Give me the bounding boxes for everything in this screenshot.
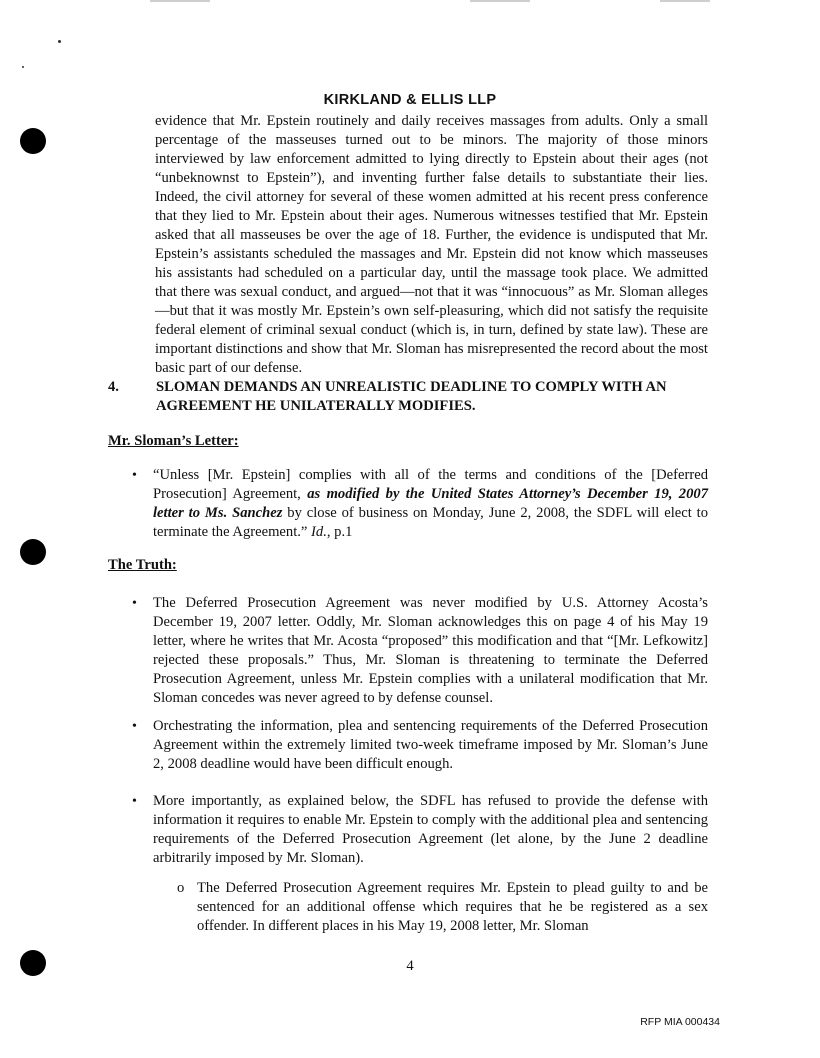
bullet-marker: • [132,596,137,611]
bullet-marker: • [132,719,137,734]
scan-speck [58,40,61,43]
letterhead: KIRKLAND & ELLIS LLP [323,92,497,108]
bullet-text: More importantly, as explained below, the SDFL has refused to provide the defense with information it requires to enable Mr. Epstein to comply with the additional plea and sentencing requirements of the Deferred Prosecution Agreement (let alone, by the June 2 deadline arbitrarily imposed by Mr. Sloman). [153,793,708,866]
bullet-text: Orchestrating the information, plea and sentencing requirements of the Deferred Prosecution Agreement within the extremely limited two-week timeframe imposed by Mr. Sloman’s June 2, 2008 deadline would have been difficult enough. [153,718,708,772]
punch-hole-top [20,128,46,154]
bullet-text [153,466,708,542]
body-paragraph: evidence that Mr. Epstein routinely and daily receives massages from adults. Only a small percentage of the masseuses turned out to be minors. The majority of those minors interviewed by law enforcement admitted to lying directly to Epstein about their ages (not “unbeknownst to Epstein”), and inventing further false details to substantiate their lies. Indeed, the civil attorney for several of these women admitted at his recent press conference that they lied to Mr. Epstein about their ages. Numerous witnesses testified that Mr. Epstein asked that all masseuses be over the age of 18. Further, the evidence is undisputed that Mr. Epstein’s assistants scheduled the massages and Mr. Epstein did not know which masseuses his assistants had scheduled on a particular day, until the massage took place. We admitted that there was sexual conduct, and argued—not that it was “innocuous” as Mr. Sloman alleges—but that it was mostly Mr. Epstein’s own self-pleasuring, which did not satisfy the requisite federal element of criminal sexual conduct (which is, in turn, defined by state law). These are important distinctions and show that Mr. Sloman has misrepresented the record about the most basic part of our defense. [155,113,708,376]
sub-bullet-text: The Deferred Prosecution Agreement requires Mr. Epstein to plead guilty to and be sentenced for an additional offense which requires that he be registered as a sex offender. In different places in his May 19, 2008 letter, Mr. Sloman [197,880,708,934]
subheading-slomans-letter: Mr. Sloman’s Letter: [108,433,239,449]
scan-edge-mark [470,0,530,2]
bullet-marker: • [132,794,137,809]
scan-speck [22,66,24,68]
quote-emphasis: as modified by the United States Attorney’s December 19, 2007 letter to Ms. Sanchez [153,486,708,521]
citation-page: , p.1 [326,524,353,540]
section-number: 4. [108,379,119,395]
bates-number: RFP MIA 000434 [640,1016,720,1028]
sub-bullet-marker: o [177,880,185,896]
section-title: SLOMAN DEMANDS AN UNREALISTIC DEADLINE TO COMPLY WITH AN AGREEMENT HE UNILATERALLY MODIFIES. [156,379,667,414]
page-number: 4 [406,958,414,974]
quote-text: “Unless [Mr. Epstein] complies with all of the terms and conditions of the [Deferred Prosecution] Agreement, [153,467,708,502]
quote-text-end: by close of business on Monday, June 2, 2008, the SDFL will elect to terminate the Agreement.” [153,505,708,540]
punch-hole-middle [20,539,46,565]
subheading-the-truth: The Truth: [108,557,177,573]
bullet-text: The Deferred Prosecution Agreement was never modified by U.S. Attorney Acosta’s December 19, 2007 letter. Oddly, Mr. Sloman acknowledges this on page 4 of his May 19 letter, where he writes that Mr. Acosta “proposed” this modification and that “[Mr. Lefkowitz] rejected these proposals.” Thus, Mr. Sloman is threatening to terminate the Deferred Prosecution Agreement, unless Mr. Epstein complies with a unilateral modification that Mr. Sloman concedes was never agreed to by defense counsel. [153,595,708,706]
scan-edge-mark [150,0,210,2]
bullet-marker: • [132,468,137,483]
citation: Id. [311,524,327,540]
scan-edge-mark [660,0,710,2]
